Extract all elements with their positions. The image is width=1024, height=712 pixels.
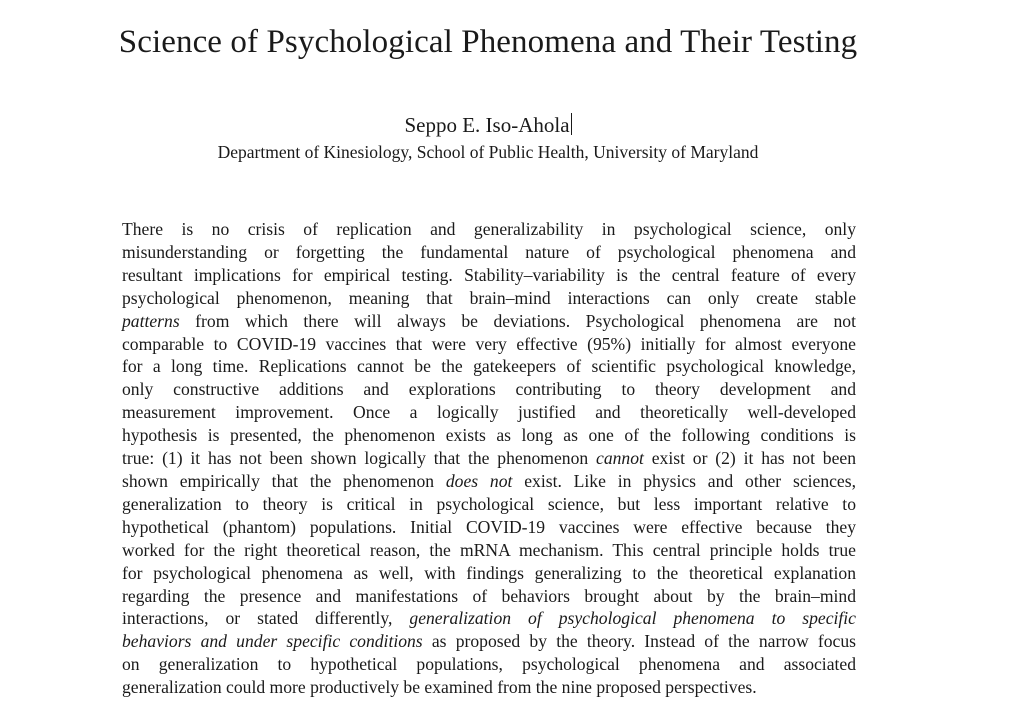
abstract-line: [122, 539, 856, 562]
abstract-text: psychological phenomenon, meaning that brain–mind interactions can only create stable: [122, 287, 856, 308]
abstract-emphasis: does not: [445, 470, 513, 491]
abstract-text: exist. Like in physics and other sciences,: [512, 470, 856, 491]
abstract-text: hypothesis is presented, the phenomenon exists as long as one of the following conditions is: [122, 425, 856, 446]
abstract-line: [122, 562, 856, 585]
abstract-line: [122, 516, 856, 539]
abstract-text: comparable to COVID-19 vaccines that were very effective (95%) initially for almost everyone: [122, 333, 856, 354]
paper-title: Science of Psychological Phenomena and Their Testing: [118, 24, 858, 60]
abstract-text: for psychological phenomena as well, with findings generalizing to the theoretical explanation: [122, 562, 856, 583]
abstract-text: resultant implications for empirical testing. Stability–variability is the central feature of every: [122, 264, 856, 285]
abstract-text: interactions, or stated differently,: [122, 608, 410, 629]
author-affiliation: Department of Kinesiology, School of Public Health, University of Maryland: [217, 142, 759, 162]
abstract-line: [122, 676, 856, 699]
author-line: [0, 111, 976, 139]
abstract-text: only constructive additions and explorations contributing to theory development and: [122, 379, 856, 400]
abstract-text: generalization could more productively be examined from the nine proposed perspectives.: [122, 677, 757, 698]
abstract-text: measurement improvement. Once a logically justified and theoretically well-developed: [122, 402, 856, 423]
abstract-line: [122, 333, 856, 356]
abstract-text: shown empirically that the phenomenon: [122, 470, 446, 491]
abstract-text: for a long time. Replications cannot be the gatekeepers of scientific psychological knowledge,: [122, 356, 856, 377]
abstract-text: There is no crisis of replication and generalizability in psychological science, only: [122, 219, 856, 239]
abstract-line: [122, 355, 856, 378]
abstract-emphasis: cannot: [596, 448, 644, 469]
abstract-line: [122, 447, 856, 470]
abstract-text: regarding the presence and manifestations of behaviors brought about by the brain–mind: [122, 585, 856, 606]
abstract-line: [122, 310, 856, 333]
abstract-line: [122, 401, 856, 424]
abstract-text: misunderstanding or forgetting the fundamental nature of psychological phenomena and: [122, 241, 856, 262]
abstract-emphasis: behaviors and under specific conditions: [122, 631, 423, 652]
abstract-line: [122, 241, 856, 264]
abstract-line: [122, 493, 856, 516]
abstract-line: [122, 424, 856, 447]
abstract-text: from which there will always be deviations. Psychological phenomena are not: [179, 310, 856, 331]
abstract-line: [122, 653, 856, 676]
author-name: Seppo E. Iso-Ahola: [404, 113, 570, 137]
abstract-text: as proposed by the theory. Instead of the narrow focus: [422, 631, 856, 652]
abstract-line: [122, 378, 856, 401]
abstract-line: [122, 218, 856, 241]
text-cursor: [571, 113, 572, 135]
abstract-text: hypothetical (phantom) populations. Initial COVID-19 vaccines were effective because they: [122, 516, 856, 537]
abstract-text: exist or (2) it has not been: [643, 448, 856, 469]
abstract-text: true: (1) it has not been shown logically that the phenomenon: [122, 448, 597, 469]
abstract-line: [122, 287, 856, 310]
abstract-text: on generalization to hypothetical populations, psychological phenomena and associated: [122, 654, 856, 675]
abstract-text: worked for the right theoretical reason, the mRNA mechanism. This central principle holds true: [122, 539, 856, 560]
abstract-emphasis: patterns: [122, 310, 180, 331]
abstract-line: [122, 264, 856, 287]
abstract-emphasis: generalization of psychological phenomena to specific: [409, 608, 856, 629]
abstract-line: [122, 470, 856, 493]
abstract-line: [122, 585, 856, 608]
abstract-line: [122, 607, 856, 630]
abstract: [122, 218, 856, 699]
abstract-line: [122, 630, 856, 653]
abstract-text: generalization to theory is critical in psychological science, but less important relative to: [122, 493, 856, 514]
